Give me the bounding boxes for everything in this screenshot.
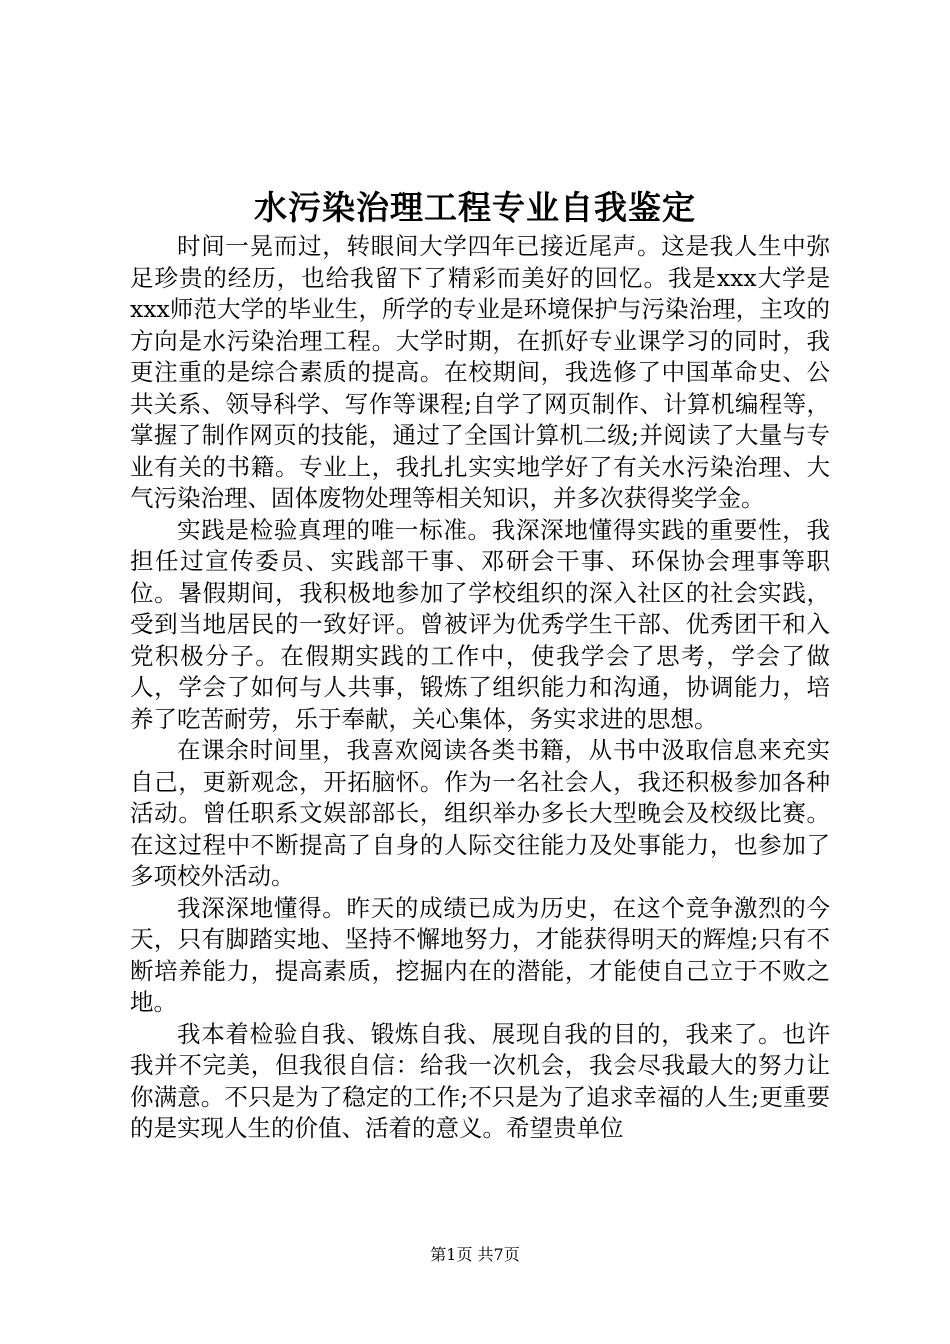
paragraph-4: 我深深地懂得。昨天的成绩已成为历史，在这个竞争激烈的今天，只有脚踏实地、坚持不懈地努力，才能获得明天的辉煌;只有不断培养能力，提高素质，挖掘内在的潜能，才能使自己立于不败之地。 (130, 893, 830, 1016)
paragraph-2: 实践是检验真理的唯一标准。我深深地懂得实践的重要性，我担任过宣传委员、实践部干事、邓研会干事、环保协会理事等职位。暑假期间，我积极地参加了学校组织的深入社区的社会实践，受到当地居民的一致好评。曾被评为优秀学生干部、优秀团干和入党积极分子。在假期实践的工作中，使我学会了思考，学会了做人，学会了如何与人共事，锻炼了组织能力和沟通，协调能力，培养了吃苦耐劳，乐于奉献，关心集体，务实求进的思想。 (130, 515, 830, 733)
paragraph-3: 在课余时间里，我喜欢阅读各类书籍，从书中汲取信息来充实自己，更新观念，开拓脑怀。作为一名社会人，我还积极参加各种活动。曾任职系文娱部部长，组织举办多长大型晚会及校级比赛。在这过程中不断提高了自身的人际交往能力及处事能力，也参加了多项校外活动。 (130, 736, 830, 890)
document-title: 水污染治理工程专业自我鉴定 (254, 188, 696, 227)
paragraph-1: 时间一晃而过，转眼间大学四年已接近尾声。这是我人生中弥足珍贵的经历，也给我留下了精彩而美好的回忆。我是xxx大学是xxx师范大学的毕业生，所学的专业是环境保护与污染治理，主攻的方向是水污染治理工程。大学时期，在抓好专业课学习的同时，我更注重的是综合素质的提高。在校期间，我选修了中国革命史、公共关系、领导科学、写作等课程;自学了网页制作、计算机编程等，掌握了制作网页的技能，通过了全国计算机二级;并阅读了大量与专业有关的书籍。专业上，我扎扎实实地学好了有关水污染治理、大气污染治理、固体废物处理等相关知识，并多次获得奖学金。 (130, 232, 830, 512)
document-body (130, 231, 830, 1145)
page-footer: 第1页 共7页 (430, 1245, 520, 1264)
paragraph-5: 我本着检验自我、锻炼自我、展现自我的目的，我来了。也许我并不完美，但我很自信：给我一次机会，我会尽我最大的努力让你满意。不只是为了稳定的工作;不只是为了追求幸福的人生;更重要的是实现人生的价值、活着的意义。希望贵单位 (130, 1019, 830, 1142)
